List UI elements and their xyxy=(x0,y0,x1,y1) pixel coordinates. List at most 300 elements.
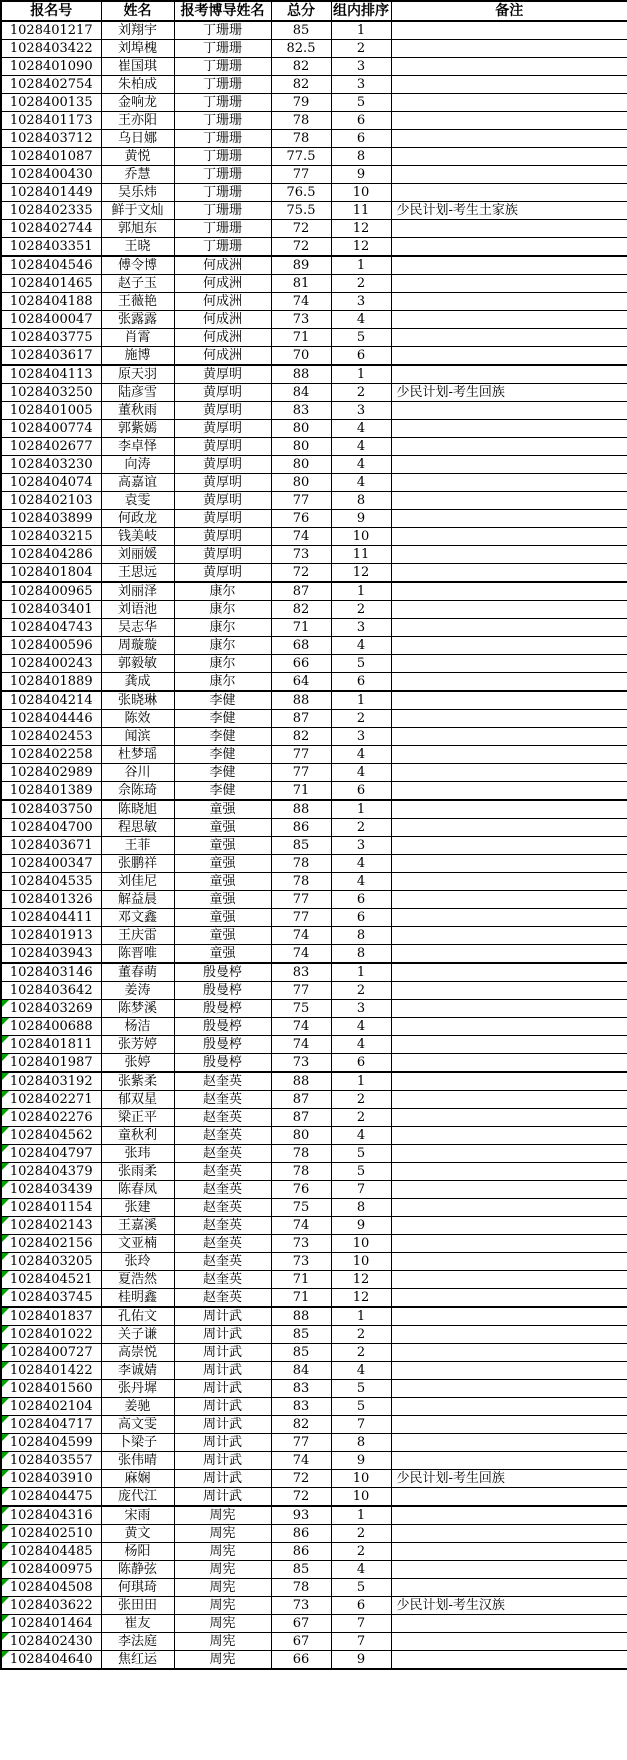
cell-total-score[interactable]: 87 xyxy=(271,582,331,601)
cell-note[interactable] xyxy=(391,927,627,945)
cell-note[interactable] xyxy=(391,76,627,94)
cell-registration-id[interactable]: 1028403910 xyxy=(1,1470,101,1488)
cell-total-score[interactable]: 68 xyxy=(271,637,331,655)
cell-note[interactable] xyxy=(391,1253,627,1271)
cell-name[interactable]: 张建 xyxy=(101,1199,174,1217)
cell-registration-id[interactable]: 1028404797 xyxy=(1,1145,101,1163)
cell-name[interactable]: 王晓 xyxy=(101,238,174,257)
cell-advisor[interactable]: 周宪 xyxy=(174,1615,271,1633)
cell-group-rank[interactable]: 4 xyxy=(331,1561,391,1579)
cell-advisor[interactable]: 周计武 xyxy=(174,1307,271,1326)
cell-registration-id[interactable]: 1028401022 xyxy=(1,1326,101,1344)
cell-total-score[interactable]: 74 xyxy=(271,293,331,311)
cell-registration-id[interactable]: 1028403557 xyxy=(1,1452,101,1470)
cell-advisor[interactable]: 殷曼楟 xyxy=(174,1036,271,1054)
cell-registration-id[interactable]: 1028403622 xyxy=(1,1597,101,1615)
cell-group-rank[interactable]: 9 xyxy=(331,1452,391,1470)
cell-total-score[interactable]: 76 xyxy=(271,1181,331,1199)
cell-name[interactable]: 向涛 xyxy=(101,456,174,474)
cell-note[interactable] xyxy=(391,601,627,619)
cell-total-score[interactable]: 79 xyxy=(271,94,331,112)
cell-registration-id[interactable]: 1028401173 xyxy=(1,112,101,130)
cell-group-rank[interactable]: 6 xyxy=(331,1054,391,1073)
col-header-name[interactable]: 姓名 xyxy=(101,1,174,21)
cell-total-score[interactable]: 71 xyxy=(271,1271,331,1289)
cell-note[interactable] xyxy=(391,1000,627,1018)
cell-group-rank[interactable]: 4 xyxy=(331,311,391,329)
cell-registration-id[interactable]: 1028403146 xyxy=(1,963,101,982)
cell-note[interactable] xyxy=(391,1054,627,1073)
cell-total-score[interactable]: 67 xyxy=(271,1615,331,1633)
cell-name[interactable]: 邓文鑫 xyxy=(101,909,174,927)
cell-name[interactable]: 麻娴 xyxy=(101,1470,174,1488)
cell-note[interactable] xyxy=(391,909,627,927)
cell-group-rank[interactable]: 9 xyxy=(331,166,391,184)
cell-group-rank[interactable]: 8 xyxy=(331,945,391,964)
cell-registration-id[interactable]: 1028401913 xyxy=(1,927,101,945)
cell-group-rank[interactable]: 5 xyxy=(331,1163,391,1181)
cell-total-score[interactable]: 64 xyxy=(271,673,331,692)
cell-note[interactable] xyxy=(391,1506,627,1525)
cell-group-rank[interactable]: 4 xyxy=(331,873,391,891)
cell-registration-id[interactable]: 1028404214 xyxy=(1,691,101,710)
cell-total-score[interactable]: 72 xyxy=(271,220,331,238)
cell-group-rank[interactable]: 5 xyxy=(331,1145,391,1163)
cell-total-score[interactable]: 88 xyxy=(271,1072,331,1091)
cell-group-rank[interactable]: 1 xyxy=(331,582,391,601)
cell-note[interactable] xyxy=(391,1452,627,1470)
cell-total-score[interactable]: 70 xyxy=(271,347,331,366)
cell-advisor[interactable]: 周计武 xyxy=(174,1488,271,1507)
cell-total-score[interactable]: 86 xyxy=(271,1543,331,1561)
cell-registration-id[interactable]: 1028404521 xyxy=(1,1271,101,1289)
cell-registration-id[interactable]: 1028402103 xyxy=(1,492,101,510)
cell-advisor[interactable]: 李健 xyxy=(174,691,271,710)
cell-registration-id[interactable]: 1028400135 xyxy=(1,94,101,112)
cell-registration-id[interactable]: 1028401389 xyxy=(1,782,101,801)
cell-total-score[interactable]: 85 xyxy=(271,1561,331,1579)
cell-advisor[interactable]: 康尔 xyxy=(174,601,271,619)
cell-advisor[interactable]: 康尔 xyxy=(174,582,271,601)
cell-note[interactable] xyxy=(391,329,627,347)
cell-registration-id[interactable]: 1028404508 xyxy=(1,1579,101,1597)
cell-registration-id[interactable]: 1028402104 xyxy=(1,1398,101,1416)
cell-advisor[interactable]: 丁珊珊 xyxy=(174,112,271,130)
cell-note[interactable] xyxy=(391,148,627,166)
cell-registration-id[interactable]: 1028400975 xyxy=(1,1561,101,1579)
cell-group-rank[interactable]: 5 xyxy=(331,94,391,112)
cell-registration-id[interactable]: 1028402258 xyxy=(1,746,101,764)
cell-advisor[interactable]: 丁珊珊 xyxy=(174,76,271,94)
cell-name[interactable]: 李诚婧 xyxy=(101,1362,174,1380)
cell-total-score[interactable]: 71 xyxy=(271,782,331,801)
cell-note[interactable] xyxy=(391,1579,627,1597)
cell-advisor[interactable]: 黄厚明 xyxy=(174,420,271,438)
cell-advisor[interactable]: 赵奎英 xyxy=(174,1199,271,1217)
cell-advisor[interactable]: 赵奎英 xyxy=(174,1145,271,1163)
cell-total-score[interactable]: 88 xyxy=(271,1307,331,1326)
cell-registration-id[interactable]: 1028403269 xyxy=(1,1000,101,1018)
cell-note[interactable] xyxy=(391,1362,627,1380)
cell-total-score[interactable]: 73 xyxy=(271,1235,331,1253)
cell-advisor[interactable]: 童强 xyxy=(174,891,271,909)
cell-note[interactable] xyxy=(391,528,627,546)
cell-group-rank[interactable]: 4 xyxy=(331,855,391,873)
cell-name[interactable]: 童秋利 xyxy=(101,1127,174,1145)
cell-advisor[interactable]: 丁珊珊 xyxy=(174,220,271,238)
cell-total-score[interactable]: 78 xyxy=(271,1163,331,1181)
cell-name[interactable]: 刘翔宇 xyxy=(101,21,174,40)
cell-group-rank[interactable]: 1 xyxy=(331,365,391,384)
cell-registration-id[interactable]: 1028400243 xyxy=(1,655,101,673)
cell-name[interactable]: 朱柏成 xyxy=(101,76,174,94)
cell-total-score[interactable]: 74 xyxy=(271,1217,331,1235)
cell-total-score[interactable]: 77 xyxy=(271,764,331,782)
cell-note[interactable] xyxy=(391,474,627,492)
cell-group-rank[interactable]: 9 xyxy=(331,510,391,528)
cell-name[interactable]: 张婷 xyxy=(101,1054,174,1073)
cell-group-rank[interactable]: 5 xyxy=(331,1579,391,1597)
cell-note[interactable] xyxy=(391,764,627,782)
cell-total-score[interactable]: 82 xyxy=(271,601,331,619)
cell-advisor[interactable]: 周宪 xyxy=(174,1651,271,1670)
cell-note[interactable] xyxy=(391,1543,627,1561)
cell-registration-id[interactable]: 1028401087 xyxy=(1,148,101,166)
cell-group-rank[interactable]: 6 xyxy=(331,112,391,130)
cell-group-rank[interactable]: 3 xyxy=(331,837,391,855)
cell-total-score[interactable]: 83 xyxy=(271,1398,331,1416)
cell-note[interactable] xyxy=(391,1488,627,1507)
cell-registration-id[interactable]: 1028404640 xyxy=(1,1651,101,1670)
cell-name[interactable]: 高嘉谊 xyxy=(101,474,174,492)
cell-group-rank[interactable]: 6 xyxy=(331,1597,391,1615)
cell-registration-id[interactable]: 1028404188 xyxy=(1,293,101,311)
cell-total-score[interactable]: 74 xyxy=(271,927,331,945)
cell-name[interactable]: 刘佳尼 xyxy=(101,873,174,891)
cell-registration-id[interactable]: 1028403439 xyxy=(1,1181,101,1199)
cell-registration-id[interactable]: 1028401804 xyxy=(1,564,101,583)
cell-total-score[interactable]: 74 xyxy=(271,1452,331,1470)
cell-advisor[interactable]: 周宪 xyxy=(174,1633,271,1651)
cell-note[interactable] xyxy=(391,420,627,438)
cell-note[interactable] xyxy=(391,546,627,564)
cell-note[interactable]: 少民计划-考生土家族 xyxy=(391,202,627,220)
cell-name[interactable]: 赵子玉 xyxy=(101,275,174,293)
cell-note[interactable] xyxy=(391,637,627,655)
cell-name[interactable]: 原天羽 xyxy=(101,365,174,384)
cell-total-score[interactable]: 80 xyxy=(271,474,331,492)
cell-group-rank[interactable]: 8 xyxy=(331,1434,391,1452)
cell-group-rank[interactable]: 4 xyxy=(331,438,391,456)
cell-total-score[interactable]: 85 xyxy=(271,1344,331,1362)
cell-note[interactable] xyxy=(391,1416,627,1434)
cell-name[interactable]: 杜梦瑶 xyxy=(101,746,174,764)
cell-group-rank[interactable]: 5 xyxy=(331,329,391,347)
cell-total-score[interactable]: 75 xyxy=(271,1000,331,1018)
cell-advisor[interactable]: 童强 xyxy=(174,909,271,927)
cell-name[interactable]: 黄文 xyxy=(101,1525,174,1543)
cell-total-score[interactable]: 89 xyxy=(271,256,331,275)
cell-group-rank[interactable]: 6 xyxy=(331,782,391,801)
cell-advisor[interactable]: 李健 xyxy=(174,746,271,764)
cell-advisor[interactable]: 黄厚明 xyxy=(174,510,271,528)
cell-total-score[interactable]: 81 xyxy=(271,275,331,293)
cell-name[interactable]: 王思远 xyxy=(101,564,174,583)
cell-total-score[interactable]: 76.5 xyxy=(271,184,331,202)
cell-registration-id[interactable]: 1028404546 xyxy=(1,256,101,275)
cell-group-rank[interactable]: 12 xyxy=(331,238,391,257)
cell-note[interactable] xyxy=(391,619,627,637)
cell-registration-id[interactable]: 1028401154 xyxy=(1,1199,101,1217)
cell-total-score[interactable]: 75.5 xyxy=(271,202,331,220)
cell-advisor[interactable]: 黄厚明 xyxy=(174,528,271,546)
cell-name[interactable]: 姜涛 xyxy=(101,982,174,1000)
cell-group-rank[interactable]: 4 xyxy=(331,456,391,474)
cell-registration-id[interactable]: 1028403775 xyxy=(1,329,101,347)
cell-name[interactable]: 郁双星 xyxy=(101,1091,174,1109)
cell-note[interactable] xyxy=(391,1561,627,1579)
cell-registration-id[interactable]: 1028403422 xyxy=(1,40,101,58)
cell-note[interactable] xyxy=(391,855,627,873)
cell-name[interactable]: 王庆雷 xyxy=(101,927,174,945)
cell-advisor[interactable]: 丁珊珊 xyxy=(174,202,271,220)
cell-advisor[interactable]: 黄厚明 xyxy=(174,365,271,384)
cell-total-score[interactable]: 71 xyxy=(271,329,331,347)
cell-note[interactable] xyxy=(391,275,627,293)
cell-total-score[interactable]: 88 xyxy=(271,691,331,710)
cell-registration-id[interactable]: 1028402430 xyxy=(1,1633,101,1651)
cell-note[interactable] xyxy=(391,564,627,583)
cell-group-rank[interactable]: 5 xyxy=(331,1380,391,1398)
cell-name[interactable]: 何琪琦 xyxy=(101,1579,174,1597)
cell-registration-id[interactable]: 1028402989 xyxy=(1,764,101,782)
cell-note[interactable] xyxy=(391,112,627,130)
cell-group-rank[interactable]: 6 xyxy=(331,673,391,692)
cell-note[interactable] xyxy=(391,1398,627,1416)
cell-note[interactable] xyxy=(391,1344,627,1362)
cell-total-score[interactable]: 66 xyxy=(271,655,331,673)
cell-name[interactable]: 郭毅敏 xyxy=(101,655,174,673)
cell-name[interactable]: 王薇艳 xyxy=(101,293,174,311)
cell-advisor[interactable]: 周计武 xyxy=(174,1398,271,1416)
cell-note[interactable] xyxy=(391,1091,627,1109)
cell-note[interactable] xyxy=(391,691,627,710)
cell-note[interactable] xyxy=(391,1633,627,1651)
cell-advisor[interactable]: 黄厚明 xyxy=(174,384,271,402)
cell-total-score[interactable]: 85 xyxy=(271,837,331,855)
cell-registration-id[interactable]: 1028403351 xyxy=(1,238,101,257)
cell-total-score[interactable]: 82 xyxy=(271,58,331,76)
cell-note[interactable] xyxy=(391,220,627,238)
cell-registration-id[interactable]: 1028403230 xyxy=(1,456,101,474)
cell-note[interactable] xyxy=(391,891,627,909)
cell-name[interactable]: 王嘉溪 xyxy=(101,1217,174,1235)
cell-name[interactable]: 李卓怿 xyxy=(101,438,174,456)
cell-registration-id[interactable]: 1028402453 xyxy=(1,728,101,746)
cell-name[interactable]: 文亚楠 xyxy=(101,1235,174,1253)
cell-note[interactable] xyxy=(391,492,627,510)
cell-group-rank[interactable]: 8 xyxy=(331,492,391,510)
cell-total-score[interactable]: 84 xyxy=(271,384,331,402)
cell-registration-id[interactable]: 1028403642 xyxy=(1,982,101,1000)
cell-name[interactable]: 陆彦雪 xyxy=(101,384,174,402)
cell-registration-id[interactable]: 1028401987 xyxy=(1,1054,101,1073)
cell-name[interactable]: 王菲 xyxy=(101,837,174,855)
cell-note[interactable] xyxy=(391,782,627,801)
cell-registration-id[interactable]: 1028401326 xyxy=(1,891,101,909)
cell-registration-id[interactable]: 1028403943 xyxy=(1,945,101,964)
cell-name[interactable]: 闻滨 xyxy=(101,728,174,746)
cell-total-score[interactable]: 80 xyxy=(271,420,331,438)
cell-note[interactable] xyxy=(391,873,627,891)
cell-advisor[interactable]: 赵奎英 xyxy=(174,1091,271,1109)
cell-name[interactable]: 陈春凤 xyxy=(101,1181,174,1199)
cell-advisor[interactable]: 李健 xyxy=(174,782,271,801)
cell-total-score[interactable]: 83 xyxy=(271,963,331,982)
cell-total-score[interactable]: 87 xyxy=(271,1109,331,1127)
cell-name[interactable]: 张雨柔 xyxy=(101,1163,174,1181)
cell-advisor[interactable]: 童强 xyxy=(174,927,271,945)
cell-total-score[interactable]: 78 xyxy=(271,1145,331,1163)
cell-name[interactable]: 张露露 xyxy=(101,311,174,329)
cell-note[interactable] xyxy=(391,293,627,311)
cell-name[interactable]: 吴志华 xyxy=(101,619,174,637)
cell-registration-id[interactable]: 1028401090 xyxy=(1,58,101,76)
cell-advisor[interactable]: 赵奎英 xyxy=(174,1271,271,1289)
cell-advisor[interactable]: 丁珊珊 xyxy=(174,148,271,166)
cell-group-rank[interactable]: 3 xyxy=(331,728,391,746)
cell-registration-id[interactable]: 1028404717 xyxy=(1,1416,101,1434)
cell-advisor[interactable]: 周计武 xyxy=(174,1434,271,1452)
cell-advisor[interactable]: 周计武 xyxy=(174,1452,271,1470)
cell-note[interactable]: 少民计划-考生汉族 xyxy=(391,1597,627,1615)
cell-advisor[interactable]: 童强 xyxy=(174,800,271,819)
cell-registration-id[interactable]: 1028402754 xyxy=(1,76,101,94)
cell-note[interactable] xyxy=(391,1036,627,1054)
cell-registration-id[interactable]: 1028401449 xyxy=(1,184,101,202)
cell-note[interactable] xyxy=(391,1072,627,1091)
cell-registration-id[interactable]: 1028401889 xyxy=(1,673,101,692)
cell-name[interactable]: 张伟晴 xyxy=(101,1452,174,1470)
cell-total-score[interactable]: 88 xyxy=(271,365,331,384)
cell-name[interactable]: 施博 xyxy=(101,347,174,366)
cell-advisor[interactable]: 赵奎英 xyxy=(174,1109,271,1127)
cell-name[interactable]: 李法庭 xyxy=(101,1633,174,1651)
col-header-registration-id[interactable]: 报名号 xyxy=(1,1,101,21)
cell-group-rank[interactable]: 2 xyxy=(331,384,391,402)
cell-advisor[interactable]: 李健 xyxy=(174,764,271,782)
cell-advisor[interactable]: 周计武 xyxy=(174,1380,271,1398)
cell-name[interactable]: 郭紫嫣 xyxy=(101,420,174,438)
cell-name[interactable]: 傅令博 xyxy=(101,256,174,275)
cell-name[interactable]: 龚成 xyxy=(101,673,174,692)
cell-note[interactable] xyxy=(391,1434,627,1452)
cell-registration-id[interactable]: 1028404316 xyxy=(1,1506,101,1525)
cell-note[interactable] xyxy=(391,728,627,746)
cell-name[interactable]: 庞代江 xyxy=(101,1488,174,1507)
cell-note[interactable] xyxy=(391,256,627,275)
cell-note[interactable] xyxy=(391,40,627,58)
cell-registration-id[interactable]: 1028401560 xyxy=(1,1380,101,1398)
cell-group-rank[interactable]: 4 xyxy=(331,1127,391,1145)
cell-note[interactable] xyxy=(391,130,627,148)
cell-advisor[interactable]: 丁珊珊 xyxy=(174,40,271,58)
cell-group-rank[interactable]: 3 xyxy=(331,76,391,94)
cell-registration-id[interactable]: 1028403899 xyxy=(1,510,101,528)
cell-group-rank[interactable]: 5 xyxy=(331,655,391,673)
cell-note[interactable] xyxy=(391,582,627,601)
col-header-total-score[interactable]: 总分 xyxy=(271,1,331,21)
cell-registration-id[interactable]: 1028404485 xyxy=(1,1543,101,1561)
cell-registration-id[interactable]: 1028403401 xyxy=(1,601,101,619)
cell-advisor[interactable]: 丁珊珊 xyxy=(174,130,271,148)
cell-total-score[interactable]: 77 xyxy=(271,891,331,909)
cell-registration-id[interactable]: 1028404446 xyxy=(1,710,101,728)
cell-group-rank[interactable]: 1 xyxy=(331,256,391,275)
cell-group-rank[interactable]: 4 xyxy=(331,1036,391,1054)
cell-total-score[interactable]: 71 xyxy=(271,1289,331,1308)
cell-advisor[interactable]: 童强 xyxy=(174,819,271,837)
cell-note[interactable] xyxy=(391,1615,627,1633)
cell-registration-id[interactable]: 1028404113 xyxy=(1,365,101,384)
cell-total-score[interactable]: 74 xyxy=(271,528,331,546)
cell-total-score[interactable]: 77 xyxy=(271,982,331,1000)
cell-total-score[interactable]: 83 xyxy=(271,1380,331,1398)
cell-total-score[interactable]: 72 xyxy=(271,1470,331,1488)
cell-total-score[interactable]: 82 xyxy=(271,76,331,94)
cell-note[interactable] xyxy=(391,1127,627,1145)
cell-note[interactable] xyxy=(391,347,627,366)
cell-advisor[interactable]: 何成洲 xyxy=(174,275,271,293)
cell-note[interactable] xyxy=(391,1271,627,1289)
cell-registration-id[interactable]: 1028402143 xyxy=(1,1217,101,1235)
cell-registration-id[interactable]: 1028402510 xyxy=(1,1525,101,1543)
cell-group-rank[interactable]: 5 xyxy=(331,1398,391,1416)
cell-advisor[interactable]: 康尔 xyxy=(174,673,271,692)
cell-name[interactable]: 关子谦 xyxy=(101,1326,174,1344)
cell-total-score[interactable]: 85 xyxy=(271,21,331,40)
cell-advisor[interactable]: 李健 xyxy=(174,728,271,746)
cell-name[interactable]: 高文雯 xyxy=(101,1416,174,1434)
cell-group-rank[interactable]: 6 xyxy=(331,909,391,927)
cell-advisor[interactable]: 殷曼楟 xyxy=(174,1054,271,1073)
cell-group-rank[interactable]: 8 xyxy=(331,148,391,166)
cell-name[interactable]: 吴乐炜 xyxy=(101,184,174,202)
cell-group-rank[interactable]: 2 xyxy=(331,819,391,837)
cell-advisor[interactable]: 赵奎英 xyxy=(174,1235,271,1253)
cell-note[interactable] xyxy=(391,800,627,819)
cell-note[interactable] xyxy=(391,238,627,257)
cell-group-rank[interactable]: 4 xyxy=(331,474,391,492)
cell-total-score[interactable]: 78 xyxy=(271,112,331,130)
cell-group-rank[interactable]: 4 xyxy=(331,420,391,438)
cell-group-rank[interactable]: 6 xyxy=(331,347,391,366)
cell-total-score[interactable]: 73 xyxy=(271,546,331,564)
cell-total-score[interactable]: 74 xyxy=(271,1036,331,1054)
cell-name[interactable]: 张紫柔 xyxy=(101,1072,174,1091)
cell-total-score[interactable]: 84 xyxy=(271,1362,331,1380)
cell-note[interactable] xyxy=(391,1307,627,1326)
cell-advisor[interactable]: 周宪 xyxy=(174,1579,271,1597)
cell-note[interactable] xyxy=(391,710,627,728)
cell-registration-id[interactable]: 1028401837 xyxy=(1,1307,101,1326)
cell-total-score[interactable]: 87 xyxy=(271,1091,331,1109)
cell-total-score[interactable]: 86 xyxy=(271,1525,331,1543)
cell-note[interactable] xyxy=(391,365,627,384)
cell-name[interactable]: 孔佑文 xyxy=(101,1307,174,1326)
cell-total-score[interactable]: 77 xyxy=(271,746,331,764)
cell-note[interactable] xyxy=(391,1199,627,1217)
